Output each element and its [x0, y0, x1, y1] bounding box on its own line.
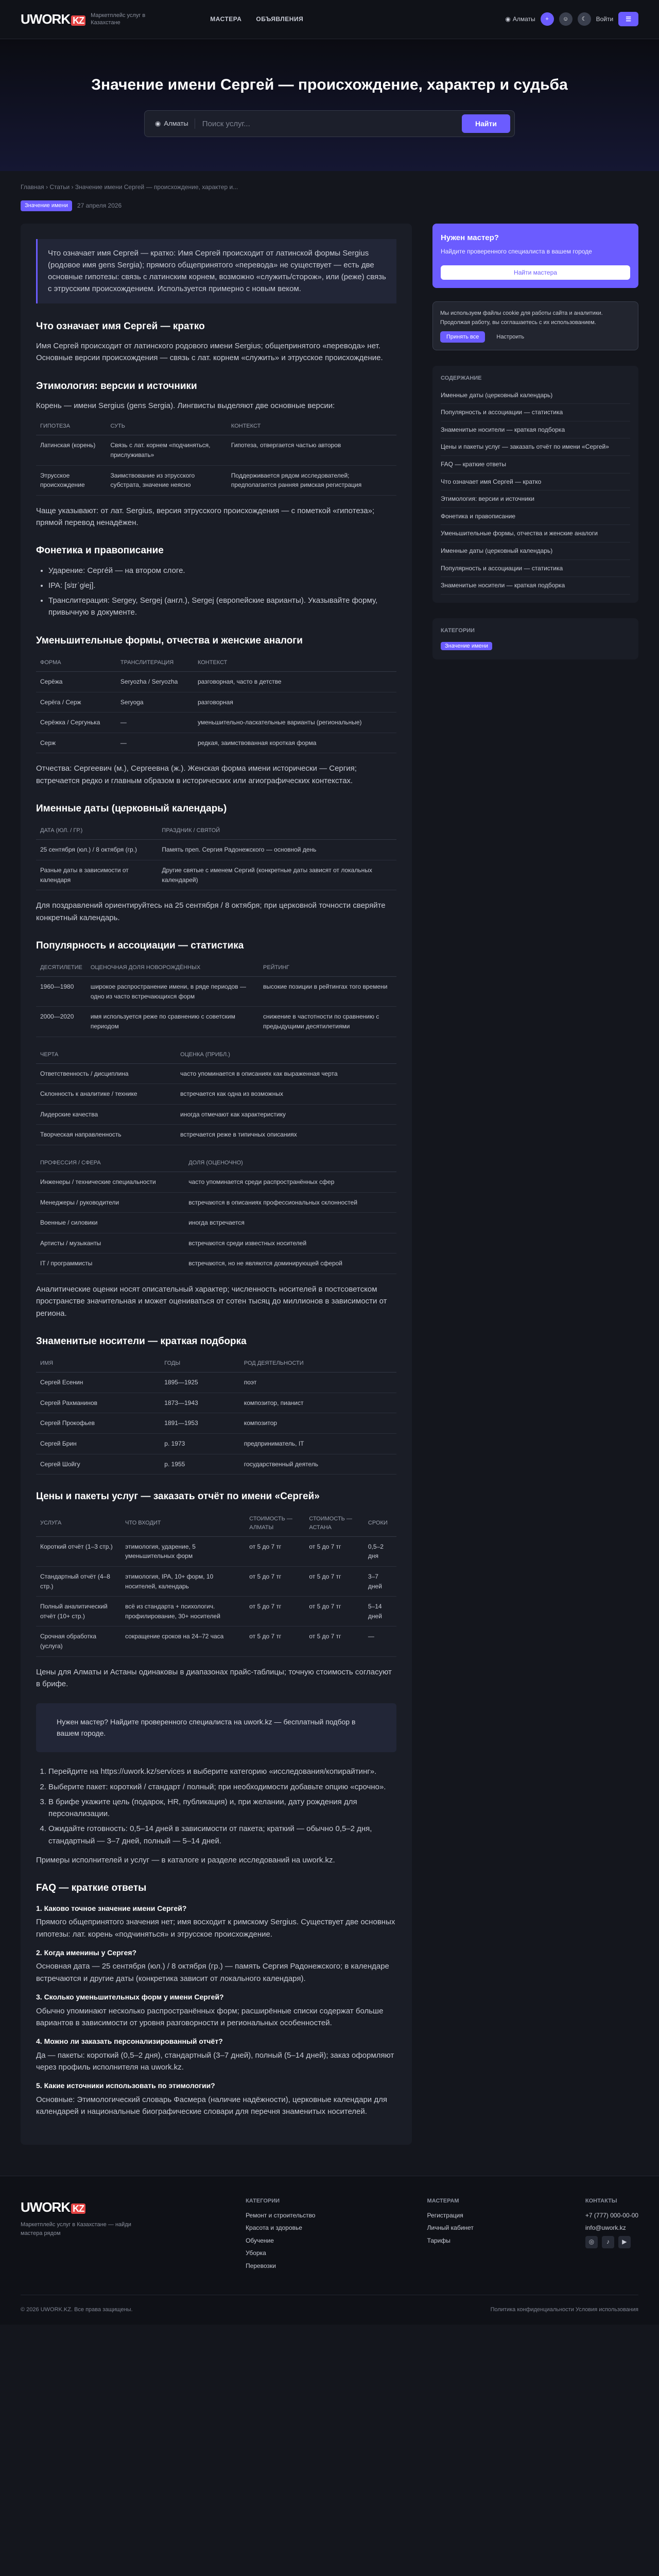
footer-link[interactable]: Ремонт и строительство [246, 2211, 316, 2219]
table-cell: 1873—1943 [160, 1393, 240, 1413]
table-row [36, 1213, 396, 1233]
table-header: ЧЕРТА [36, 1046, 176, 1064]
footer-phone[interactable]: +7 (777) 000-00-00 [585, 2211, 638, 2219]
faq-answer: Да — пакеты: короткий (0,5–2 дня), стандартный (3–7 дней), полный (5–14 дней); заказ оформляют через профиль исполнителя на uwork.kz. [36, 2050, 394, 2072]
list-item: • IPA: [sʲɪrˈɡʲej]. [48, 580, 396, 591]
footer-logo[interactable]: UWORK KZ [21, 2197, 134, 2217]
section-title: Этимология: версии и источники [36, 380, 197, 392]
table-cell: от 5 до 7 тг [305, 1626, 364, 1656]
table-cell: Сергей Шойгу [36, 1454, 160, 1475]
table-row [36, 1626, 396, 1656]
table-cell: Заимствование из этрусского субстрата, значение неясно [106, 465, 227, 495]
logo[interactable] [21, 9, 163, 29]
table-header: ИМЯ [36, 1355, 160, 1372]
table-header: ОЦЕНОЧНАЯ ДОЛЯ НОВОРОЖДЁННЫХ [86, 959, 259, 977]
table-cell: Серж [36, 733, 116, 753]
paragraph: Имя Сергей происходит от латинского родового имени Sergius; общепринятого «перевода» нет. Основные версии происхождения — связь с лат. корнем «служить» и этрусское происхождение. [36, 342, 383, 363]
popularity-table [36, 959, 396, 1037]
table-cell: р. 1955 [160, 1454, 240, 1475]
faq-question: 1. Каково точное значение имени Сергей? [36, 1904, 187, 1912]
table-header: КОНТЕКСТ [194, 654, 396, 672]
table-cell: Поддерживается рядом исследователей; предполагается ранняя римская регистрация [227, 465, 396, 495]
table-cell: всё из стандарта + психологич. профилирование, 30+ носителей [121, 1597, 245, 1626]
table-cell: Военные / силовики [36, 1213, 184, 1233]
table-header: СРОКИ [364, 1511, 396, 1537]
cta-block[interactable]: Нужен мастер? Найдите проверенного специалиста на uwork.kz — бесплатный подбор в вашем городе. [36, 1703, 396, 1752]
table-cell: композитор, пианист [240, 1393, 396, 1413]
nav-masters[interactable]: МАСТЕРА [210, 15, 242, 23]
footer-col-title: КАТЕГОРИИ [246, 2197, 280, 2204]
section-title: Цены и пакеты услуг — заказать отчёт по имени «Сергей» [36, 1491, 320, 1502]
table-cell: встречаются в описаниях профессиональных склонностей [184, 1192, 396, 1213]
table-cell: от 5 до 7 тг [305, 1566, 364, 1596]
table-cell: иногда отмечают как характеристику [176, 1104, 396, 1125]
table-cell: Менеджеры / руководители [36, 1192, 184, 1213]
footer-link[interactable]: Уборка [246, 2249, 266, 2257]
table-cell: 5–14 дней [364, 1597, 396, 1626]
table-cell: разговорная, часто в детстве [194, 672, 396, 692]
search-button[interactable]: Найти [462, 114, 510, 133]
table-cell: Связь с лат. корнем «подчиняться, прислуживать» [106, 435, 227, 465]
table-cell: 1891—1953 [160, 1413, 240, 1434]
section-title: Именные даты (церковный календарь) [36, 803, 227, 814]
footer-col-title: МАСТЕРАМ [427, 2197, 459, 2204]
section-title: Знаменитые носители — краткая подборка [36, 1335, 247, 1347]
table-cell: Творческая направленность [36, 1125, 176, 1145]
list-item: 3. В брифе укажите цель (подарок, HR, публикация) и, при желании, дату рождения для персонализации. [48, 1796, 396, 1820]
table-header: ОЦЕНКА (ПРИБЛ.) [176, 1046, 396, 1064]
legal-links[interactable]: Политика конфиденциальности Условия использования [490, 2306, 638, 2313]
footer-link[interactable]: Перевозки [246, 2262, 276, 2269]
faq-question: 4. Можно ли заказать персонализированный отчёт? [36, 2037, 223, 2046]
table-header: ФОРМА [36, 654, 116, 672]
table-cell: имя используется реже по сравнению с советским периодом [86, 1007, 259, 1037]
faq-answer: Основные: Этимологический словарь Фасмера (наличие надёжности), церковные календари для календарей и национальные биографические словари для перечня знаменитых носителей. [36, 2095, 387, 2116]
table-row [36, 860, 396, 890]
table-cell: 2000—2020 [36, 1007, 86, 1037]
list-item: 1. Перейдите на https://uwork.kz/services и выберите категорию «исследования/копирайтинг». [48, 1766, 396, 1777]
table-header: КОНТЕКСТ [227, 418, 396, 435]
table-cell: Сергей Прокофьев [36, 1413, 160, 1434]
youtube-icon[interactable]: ▶ [618, 2236, 631, 2248]
logo-mark: UWORK KZ [21, 9, 85, 29]
table-cell: 1895—1925 [160, 1372, 240, 1393]
publish-date: 27 апреля 2026 [77, 201, 122, 209]
table-cell: 0,5–2 дня [364, 1536, 396, 1566]
login-link[interactable]: Войти [596, 15, 614, 23]
table-row [36, 1597, 396, 1626]
table-row [36, 733, 396, 753]
table-row [36, 672, 396, 692]
table-cell: встречается как одна из возможных [176, 1084, 396, 1105]
table-header: СТОИМОСТЬ — АСТАНА [305, 1511, 364, 1537]
table-row [36, 1454, 396, 1475]
table-header: СУТЬ [106, 418, 227, 435]
paragraph: Чаще указывают: от лат. Sergius, версия этрусского происхождения — с пометкой «гипотеза»; прямой перевод ненадёжен. [36, 506, 375, 527]
table-cell: Сергей Брин [36, 1434, 160, 1454]
table-cell: Серёжа [36, 672, 116, 692]
section-title: FAQ — краткие ответы [36, 1883, 147, 1894]
table-cell: редкая, заимствованная короткая форма [194, 733, 396, 753]
add-icon[interactable]: + [541, 12, 554, 26]
find-master-button[interactable]: Найти мастера [441, 265, 630, 280]
table-header: РЕЙТИНГ [259, 959, 396, 977]
table-cell: разговорная [194, 692, 396, 713]
table-cell: сокращение сроков на 24–72 часа [121, 1626, 245, 1656]
table-of-contents [432, 366, 638, 603]
page-title: Значение имени Сергей — происхождение, характер и судьба [91, 76, 568, 93]
paragraph: Корень — имени Sergius (gens Sergia). Лингвисты выделяют две основные версии: [36, 401, 335, 411]
cookie-banner [432, 301, 638, 350]
table-row [36, 1233, 396, 1253]
instagram-icon[interactable]: ◎ [585, 2236, 598, 2248]
table-cell: от 5 до 7 тг [305, 1536, 364, 1566]
table-row [36, 1434, 396, 1454]
table-cell: 3–7 дней [364, 1566, 396, 1596]
location-pin-icon: ◉ [155, 120, 161, 128]
table-cell: Seryozha / Seryozha [116, 672, 194, 692]
faq-question: 5. Какие источники использовать по этимологии? [36, 2081, 215, 2090]
table-row [36, 1125, 396, 1145]
table-row [36, 435, 396, 465]
logo-tagline: Маркетплейс услуг в Казахстане [91, 12, 146, 26]
social-links [585, 2236, 638, 2248]
table-cell: от 5 до 7 тг [245, 1597, 305, 1626]
footer-email[interactable]: info@uwork.kz [585, 2224, 626, 2232]
nav-ads[interactable]: ОБЪЯВЛЕНИЯ [256, 15, 304, 23]
table-row [36, 1007, 396, 1037]
table-row [36, 977, 396, 1007]
footer-link[interactable]: Регистрация [427, 2211, 463, 2219]
table-header: ДОЛЯ (ОЦЕНОЧНО) [184, 1155, 396, 1172]
toc-link[interactable]: Знаменитые носители — краткая подборка [441, 421, 630, 439]
steps-list [48, 1766, 396, 1847]
faq-question: 2. Когда именины у Сергея? [36, 1948, 137, 1957]
paragraph: Примеры исполнителей и услуг — в каталоге и разделе исследований на uwork.kz. [36, 1855, 335, 1865]
diminutives-table [36, 654, 396, 753]
footer-col-title: КОНТАКТЫ [585, 2197, 617, 2204]
paragraph: Для поздравлений ориентируйтесь на 25 сентября / 8 октября; при церковной точности сверяйте конкретный календарь. [36, 901, 386, 922]
table-cell: — [116, 713, 194, 733]
top-bar [0, 0, 659, 39]
table-cell: Полный аналитический отчёт (10+ стр.) [36, 1597, 121, 1626]
table-cell: — [116, 733, 194, 753]
toc-link[interactable]: FAQ — краткие ответы [441, 456, 630, 473]
cookie-settings-button[interactable]: Настроить [490, 331, 530, 343]
search-city[interactable]: ◉ Алматы [149, 118, 195, 129]
table-row [36, 1372, 396, 1393]
paragraph: Аналитические оценки носят описательный характер; численность носителей в постсоветском пространстве значительная и может оцениваться от сотен тысяц до миллионов в зависимости от региона. [36, 1285, 387, 1318]
table-header: ДАТА (ЮЛ. / ГР.) [36, 822, 158, 840]
table-cell: этимология, IPA, 10+ форм, 10 носителей, календарь [121, 1566, 245, 1596]
article [21, 224, 412, 2145]
toc-link[interactable]: Популярность и ассоциации — статистика [441, 404, 630, 421]
table-cell: Память преп. Сергия Радонежского — основной день [158, 840, 396, 860]
table-row [36, 692, 396, 713]
footer-tagline: Маркетплейс услуг в Казахстане — найди мастера рядом [21, 2221, 131, 2236]
toc-link[interactable]: Уменьшительные формы, отчества и женские аналоги [441, 525, 630, 543]
article-lead: Что означает имя Сергей — кратко: Имя Сергей происходит от латинской формы Sergius (родовое имя gens Sergia); прямого общепринятого «перевода» не существует — есть две основные гипотезы: связь с латинским корнем, возможно «служить/сторож», или (реже) связь с этрусским происхождением. Используется примерно с новым веком. [36, 239, 396, 303]
table-row [36, 1536, 396, 1566]
list-item: 2. Выберите пакет: короткий / стандарт / полный; при необходимости добавьте опцию «срочно». [48, 1781, 396, 1793]
footer-contacts [585, 2197, 638, 2274]
namedays-table [36, 822, 396, 890]
table-cell: 1960—1980 [36, 977, 86, 1007]
table-cell: Сергей Рахманинов [36, 1393, 160, 1413]
table-header: ТРАНСЛИТЕРАЦИЯ [116, 654, 194, 672]
tiktok-icon[interactable]: ♪ [602, 2236, 614, 2248]
toc-link[interactable]: Этимология: версии и источники [441, 490, 630, 508]
table-cell: иногда встречается [184, 1213, 396, 1233]
phonetics-list [48, 565, 396, 619]
table-cell: — [364, 1626, 396, 1656]
table-row [36, 1413, 396, 1434]
table-cell: предприниматель, IT [240, 1434, 396, 1454]
list-item: • Ударение: Сергéй — на втором слоге. [48, 565, 396, 577]
table-cell: Латинская (корень) [36, 435, 106, 465]
table-row [36, 1192, 396, 1213]
footer-link[interactable]: Личный кабинет [427, 2224, 474, 2232]
table-cell: Ответственность / дисциплина [36, 1063, 176, 1084]
location-pin-icon: ◉ [505, 15, 511, 23]
categories-title: КАТЕГОРИИ [441, 627, 475, 634]
table-cell: Серёга / Серж [36, 692, 116, 713]
search-bar [144, 110, 515, 137]
table-row [36, 840, 396, 860]
table-cell: широкое распространение имени, в ряде периодов — одно из часто встречающихся форм [86, 977, 259, 1007]
theme-toggle-icon[interactable]: ☾ [578, 12, 591, 26]
toc-link[interactable]: Цены и пакеты услуг — заказать отчёт по имени «Сергей» [441, 438, 630, 456]
table-cell: Гипотеза, отвергается частью авторов [227, 435, 396, 465]
table-cell: Срочная обработка (услуга) [36, 1626, 121, 1656]
footer-link[interactable]: Обучение [246, 2236, 274, 2244]
table-header: ПРАЗДНИК / СВЯТОЙ [158, 822, 396, 840]
table-cell: встречаются среди известных носителей [184, 1233, 396, 1253]
paragraph: Цены для Алматы и Астаны одинаковы в диапазонах прайс-таблицы; точную стоимость согласуют в брифе. [36, 1667, 392, 1688]
table-cell: часто упоминается среди распространённых сфер [184, 1172, 396, 1193]
main-nav [210, 14, 303, 24]
table-cell: высокие позиции в рейтингах того времени [259, 977, 396, 1007]
table-cell: уменьшительно-ласкательные варианты (региональные) [194, 713, 396, 733]
table-cell: поэт [240, 1372, 396, 1393]
section-title: Уменьшительные формы, отчества и женские аналоги [36, 635, 303, 646]
hero [0, 39, 659, 171]
table-cell: 25 сентября (юл.) / 8 октября (гр.) [36, 840, 158, 860]
footer [0, 2176, 659, 2325]
table-row [36, 1172, 396, 1193]
table-header: СТОИМОСТЬ — АЛМАТЫ [245, 1511, 305, 1537]
faq-answer: Прямого общепринятого значения нет; имя восходит к римскому Sergius. Существует две основных гипотезы: лат. корень «подчиняться» и этрусское происхождение. [36, 1918, 395, 1939]
breadcrumb[interactable]: Главная › Статьи › Значение имени Сергей — происхождение, характер и... [21, 183, 238, 191]
help-card [432, 224, 638, 289]
categories-card [432, 618, 638, 659]
section-title: Популярность и ассоциации — статистика [36, 940, 244, 951]
city-selector[interactable]: ◉ Алматы [505, 14, 535, 24]
table-cell: Лидерские качества [36, 1104, 176, 1125]
footer-link[interactable]: Тарифы [427, 2236, 450, 2244]
article-meta [21, 200, 638, 211]
list-item: 4. Ожидайте готовность: 0,5–14 дней в зависимости от пакета; краткий — обычно 0,5–2 дня, стандартный — 3–7 дней, полный — 5–14 дней. [48, 1823, 396, 1847]
prices-table [36, 1511, 396, 1657]
category-badge[interactable]: Значение имени [21, 200, 72, 211]
faq-answer: Основная дата — 25 сентября (юл.) / 8 октября (гр.) — память Сергия Радонежского; в календаре встречаются и другие даты (конкретика зависит от локального календаря). [36, 1962, 389, 1983]
table-cell: встречается реже в типичных описаниях [176, 1125, 396, 1145]
copyright: © 2026 UWORK.KZ. Все права защищены. [21, 2306, 133, 2313]
table-cell: от 5 до 7 тг [245, 1626, 305, 1656]
table-cell: композитор [240, 1413, 396, 1434]
faq [36, 1903, 396, 2118]
table-cell: Стандартный отчёт (4–8 стр.) [36, 1566, 121, 1596]
table-row [36, 1566, 396, 1596]
table-row [36, 713, 396, 733]
table-cell: от 5 до 7 тг [305, 1597, 364, 1626]
help-text: Найдите проверенного специалиста в вашем городе [441, 247, 592, 255]
cookie-accept-button[interactable]: Принять все [440, 331, 485, 343]
table-cell: IT / программисты [36, 1253, 184, 1274]
section-title: Фонетика и правописание [36, 545, 164, 556]
footer-link[interactable]: Красота и здоровье [246, 2224, 302, 2232]
table-cell: Короткий отчёт (1–3 стр.) [36, 1536, 121, 1566]
table-row [36, 1084, 396, 1105]
toc-link[interactable]: Популярность и ассоциации — статистика [441, 560, 630, 578]
table-cell: встречаются, но не являются доминирующей сферой [184, 1253, 396, 1274]
table-row [36, 1393, 396, 1413]
famous-table [36, 1355, 396, 1475]
table-cell: р. 1973 [160, 1434, 240, 1454]
table-header: ГОДЫ [160, 1355, 240, 1372]
table-header: УСЛУГА [36, 1511, 121, 1537]
table-cell: Seryoga [116, 692, 194, 713]
table-header: ГИПОТЕЗА [36, 418, 106, 435]
table-cell: Другие святые с именем Сергий (конкретные даты зависят от локальных календарей) [158, 860, 396, 890]
toc-link[interactable]: Именные даты (церковный календарь) [441, 387, 630, 404]
footer-brand [21, 2197, 134, 2274]
table-header: РОД ДЕЯТЕЛЬНОСТИ [240, 1355, 396, 1372]
table-row [36, 1253, 396, 1274]
professions-table [36, 1155, 396, 1274]
sidebar [432, 224, 638, 2145]
table-cell: Склонность к аналитике / технике [36, 1084, 176, 1105]
toc-link[interactable]: Знаменитые носители — краткая подборка [441, 577, 630, 595]
table-header: ДЕСЯТИЛЕТИЕ [36, 959, 86, 977]
table-cell: государственный деятель [240, 1454, 396, 1475]
toc-link[interactable]: Что означает имя Сергей — кратко [441, 473, 630, 491]
table-cell: снижение в частотности по сравнению с предыдущими десятилетиями [259, 1007, 396, 1037]
table-cell: Разные даты в зависимости от календаря [36, 860, 158, 890]
table-cell: Инженеры / технические специальности [36, 1172, 184, 1193]
etymology-table [36, 418, 396, 495]
table-cell: часто упоминается в описаниях как выраженная черта [176, 1063, 396, 1084]
toc-link[interactable]: Фонетика и правописание [441, 508, 630, 526]
table-row [36, 1104, 396, 1125]
table-cell: Артисты / музыканты [36, 1233, 184, 1253]
help-title: Нужен мастер? [441, 233, 499, 242]
category-badge[interactable]: Значение имени [441, 642, 492, 650]
table-cell: Сергей Есенин [36, 1372, 160, 1393]
list-item: • Транслитерация: Sergey, Sergej (англ.), Sergej (европейские варианты). Указывайте форму, привычную в документе. [48, 595, 396, 619]
cookie-text: Мы используем файлы cookie для работы сайта и аналитики. Продолжая работу, вы соглашаетесь с их использованием. [440, 310, 603, 326]
traits-table [36, 1046, 396, 1145]
user-icon[interactable]: ☺ [559, 12, 573, 26]
table-cell: этимология, ударение, 5 уменьшительных форм [121, 1536, 245, 1566]
section-title: Что означает имя Сергей — кратко [36, 320, 205, 332]
table-row [36, 1063, 396, 1084]
footer-categories [246, 2197, 315, 2274]
toc-link[interactable]: Именные даты (церковный календарь) [441, 543, 630, 560]
register-button[interactable]: ☰ [618, 12, 638, 26]
table-cell: Серёжка / Сергунька [36, 713, 116, 733]
footer-masters [427, 2197, 474, 2274]
faq-answer: Обычно упоминают несколько распространённых форм; расширённые списки содержат больше вариантов в зависимости от уровня разговорности и региональных особенностей. [36, 2006, 384, 2027]
table-cell: Этрусское происхождение [36, 465, 106, 495]
table-header: ЧТО ВХОДИТ [121, 1511, 245, 1537]
table-row [36, 465, 396, 495]
table-header: ПРОФЕССИЯ / СФЕРА [36, 1155, 184, 1172]
faq-question: 3. Сколько уменьшительных форм у имени Сергей? [36, 1992, 224, 2001]
table-cell: от 5 до 7 тг [245, 1566, 305, 1596]
paragraph: Отчества: Сергеевич (м.), Сергеевна (ж.). Женская форма имени исторически — Сергия; встречается редко и главным образом в исторических или агиографических контекстах. [36, 764, 357, 785]
search-input[interactable] [195, 120, 462, 128]
toc-title: СОДЕРЖАНИЕ [441, 375, 482, 381]
table-cell: от 5 до 7 тг [245, 1536, 305, 1566]
